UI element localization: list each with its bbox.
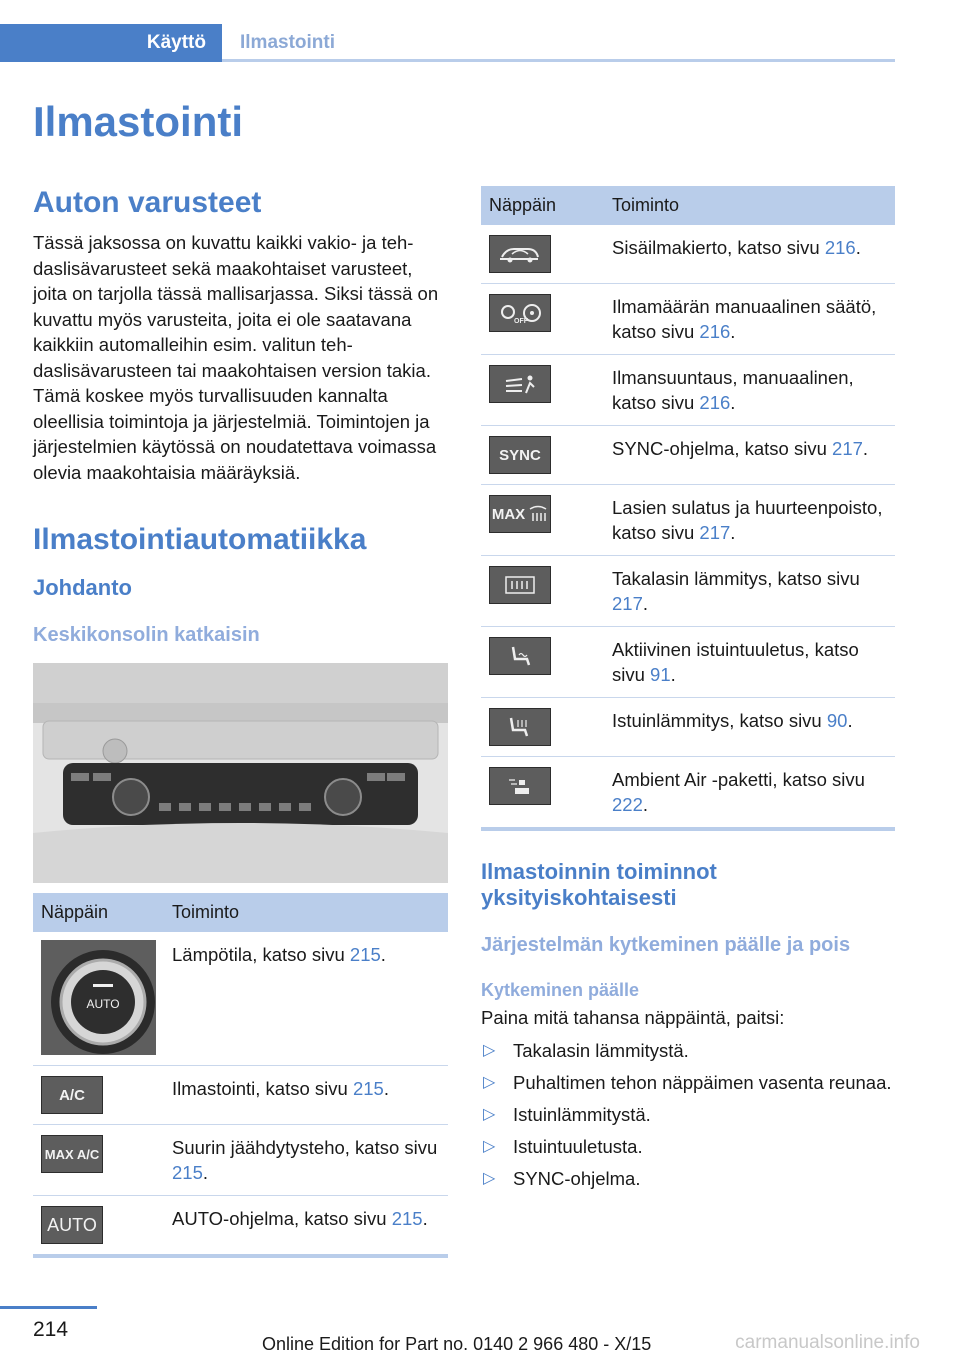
equipment-paragraph: Tässä jaksossa on kuvattu kaikki vakio- ja tehdaslisävarusteet sekä maakohtaiset varusteet, joita on tarjolla tässä mallisarjassa. Siksi tässä on kuvattu myös varusteita, joita ei ole saatavana kaikkiin automalleihin esim. valitun tehdaslisävarusteen tai maakohtaisen version takia. Tämä koskee myös turvallisuuden kannalta oleellisia toimintoja ja järjestelmiä. Toimintojen ja järjestelmien käytössä on noudatettava voimassa olevia maakohtaisia määräyksiä.	[33, 232, 439, 483]
table-header-row	[481, 186, 895, 225]
exception-list	[481, 1038, 895, 1191]
table-row	[481, 627, 895, 698]
table-row	[481, 485, 895, 556]
function-suffix: .	[642, 794, 649, 815]
list-item-text: Istuinlämmitystä.	[513, 1103, 651, 1125]
triangle-bullet-icon: ▷	[483, 1073, 496, 1091]
right-column	[481, 186, 895, 1198]
ac-key-label: A/C	[59, 1086, 85, 1104]
triangle-bullet-icon: ▷	[483, 1169, 496, 1187]
col-function-header: Toiminto	[164, 893, 448, 932]
table-row	[33, 1196, 448, 1257]
list-item-text: Takalasin lämmitystä.	[513, 1039, 689, 1061]
function-text: Ilmastointi, katso sivu	[172, 1078, 353, 1099]
function-suffix: .	[730, 392, 736, 413]
function-cell	[164, 1125, 448, 1196]
page-link[interactable]: 216	[699, 321, 731, 342]
heading-functions-detail: Ilmastoinnin toiminnot yksityiskohtaisesti	[481, 859, 717, 910]
function-suffix: .	[855, 237, 861, 258]
function-text: Takalasin lämmitys, katso sivu	[612, 568, 860, 589]
page-link[interactable]: 217	[699, 522, 731, 543]
rear-defrost-icon	[489, 566, 551, 604]
recirculation-icon	[489, 235, 551, 273]
function-cell	[604, 225, 895, 284]
triangle-bullet-icon: ▷	[483, 1041, 496, 1059]
function-text: Suurin jäähdytysteho, katso sivu	[172, 1137, 438, 1158]
triangle-bullet-icon: ▷	[483, 1137, 496, 1155]
list-item-text: SYNC-ohjelma.	[513, 1167, 641, 1189]
col-key-header: Näppäin	[481, 186, 604, 225]
max-defrost-label: MAX	[491, 505, 526, 523]
left-column	[33, 186, 448, 1258]
function-text: Ilmansuuntaus, manuaalinen, katso sivu	[612, 367, 854, 413]
auto-key-label: AUTO	[47, 1214, 97, 1235]
ac-keys-table	[481, 186, 895, 831]
table-row	[481, 757, 895, 830]
console-keys-table	[33, 893, 448, 1258]
watermark: carmanualsonline.info	[735, 1332, 920, 1353]
function-cell	[604, 485, 895, 556]
function-text: Sisäilmakierto, katso sivu	[612, 237, 825, 258]
function-text: SYNC-ohjelma, katso sivu	[612, 438, 833, 459]
function-text: Ilmamäärän manuaalinen säätö, katso sivu	[612, 296, 877, 342]
list-item	[481, 1134, 895, 1159]
function-cell	[604, 284, 895, 355]
list-item	[481, 1038, 895, 1063]
function-cell	[604, 426, 895, 485]
function-cell	[604, 627, 895, 698]
auto-key-icon	[41, 1206, 103, 1244]
function-suffix: .	[642, 593, 649, 614]
ac-key-icon	[41, 1076, 103, 1114]
function-text: Lämpötila, katso sivu	[172, 944, 350, 965]
chapter-tab[interactable]	[0, 24, 222, 62]
heading-equipment: Auton varusteet	[33, 186, 262, 219]
function-cell	[604, 355, 895, 426]
function-suffix: .	[847, 710, 853, 731]
heading-switch-on: Kytkeminen päälle	[481, 980, 640, 1000]
page-link[interactable]: 217	[612, 593, 643, 614]
list-item	[481, 1102, 895, 1127]
table-row	[481, 355, 895, 426]
footer-rule	[0, 1306, 97, 1309]
function-suffix: .	[422, 1208, 428, 1229]
table-row	[33, 1066, 448, 1125]
function-suffix: .	[862, 438, 869, 459]
function-text: Istuinlämmitys, katso sivu	[612, 710, 827, 731]
function-suffix: .	[380, 944, 386, 965]
sync-key-icon	[489, 436, 551, 474]
table-row	[33, 932, 448, 1066]
page-link[interactable]: 90	[826, 710, 848, 731]
table-header-row	[33, 893, 448, 932]
table-row	[481, 426, 895, 485]
page-link[interactable]: 215	[172, 1162, 203, 1183]
function-suffix: .	[670, 664, 676, 685]
switch-on-intro: Paina mitä tahansa näppäintä, paitsi:	[481, 1007, 785, 1028]
seat-ventilation-icon	[489, 637, 551, 675]
heading-intro: Johdanto	[33, 575, 132, 600]
chapter-label: Käyttö	[146, 32, 206, 53]
svg-text:OFF: OFF	[514, 318, 528, 325]
page-link[interactable]: 217	[832, 438, 863, 459]
table-row	[33, 1125, 448, 1196]
page-link[interactable]: 216	[824, 237, 856, 258]
page-link[interactable]: 215	[349, 944, 381, 965]
function-cell	[604, 698, 895, 757]
list-item-text: Puhaltimen tehon näppäimen vasenta reunaa.	[513, 1071, 892, 1093]
function-cell	[164, 1196, 448, 1257]
page-link[interactable]: 216	[699, 392, 731, 413]
list-item	[481, 1070, 895, 1095]
air-direction-icon	[489, 365, 551, 403]
temperature-knob-image	[41, 940, 156, 1055]
heading-console-switch: Keskikonsolin katkaisin	[33, 624, 260, 646]
triangle-bullet-icon: ▷	[483, 1105, 496, 1123]
function-cell	[604, 556, 895, 627]
function-suffix: .	[383, 1078, 389, 1099]
page-link[interactable]: 222	[612, 794, 643, 815]
max-defrost-icon	[489, 495, 551, 533]
sync-key-label: SYNC	[499, 446, 541, 464]
table-row	[481, 698, 895, 757]
heading-automatic-ac: Ilmastointiautomatiikka	[33, 523, 367, 556]
seat-heating-icon	[489, 708, 551, 746]
table-row	[481, 284, 895, 355]
function-cell	[604, 757, 895, 830]
function-cell	[164, 932, 448, 1066]
col-key-header: Näppäin	[33, 893, 164, 932]
function-suffix: .	[202, 1162, 209, 1183]
function-text: AUTO-ohjelma, katso sivu	[172, 1208, 392, 1229]
page-number: 214	[33, 1318, 69, 1341]
chapter-header	[0, 24, 895, 62]
list-item-text: Istuintuuletusta.	[513, 1135, 643, 1157]
edition-text: Online Edition for Part no. 0140 2 966 480 - X/15	[262, 1334, 652, 1354]
page-link[interactable]: 215	[391, 1208, 423, 1229]
table-row	[481, 556, 895, 627]
section-label: Ilmastointi	[240, 32, 336, 53]
fan-icon	[489, 294, 551, 332]
function-text: Ambient Air -paketti, katso sivu	[612, 769, 865, 790]
max-ac-key-label: MAX A/C	[44, 1146, 100, 1162]
page-link[interactable]: 215	[352, 1078, 384, 1099]
function-suffix: .	[730, 321, 736, 342]
page-title: Ilmastointi	[33, 98, 244, 145]
ambient-air-icon	[489, 767, 551, 805]
list-item	[481, 1166, 895, 1191]
heading-switch-on-off: Järjestelmän kytkeminen päälle ja pois	[481, 934, 851, 956]
table-row	[481, 225, 895, 284]
page-link[interactable]: 91	[650, 664, 671, 685]
col-function-header: Toiminto	[604, 186, 895, 225]
function-text: Lasien sulatus ja huurteenpoisto, katso sivu	[612, 497, 883, 543]
max-ac-key-icon	[41, 1135, 103, 1173]
temperature-knob-label: AUTO	[86, 997, 120, 1011]
section-tab[interactable]	[222, 24, 895, 62]
function-text: Aktiivinen istuintuuletus, katso sivu	[612, 639, 859, 685]
console-photo	[33, 663, 448, 883]
function-suffix: .	[730, 522, 736, 543]
function-cell	[164, 1066, 448, 1125]
